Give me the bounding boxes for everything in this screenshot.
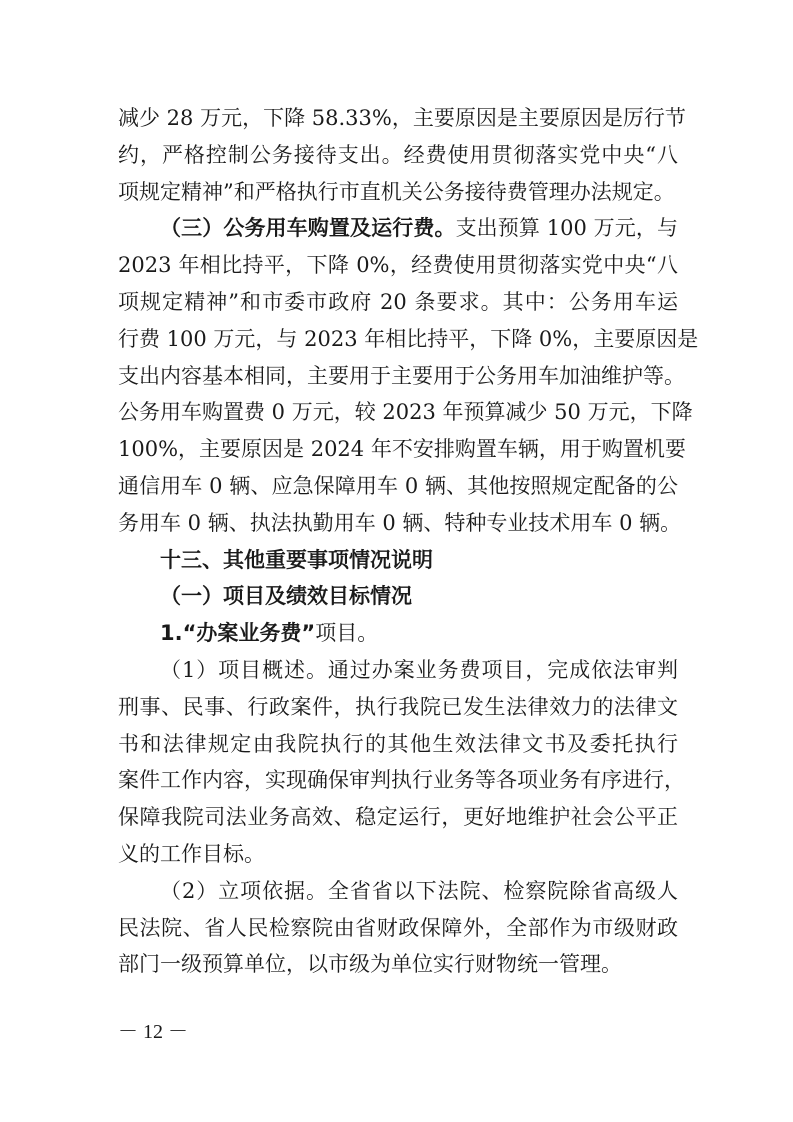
text-line xyxy=(118,615,678,652)
document-body xyxy=(118,100,699,983)
text-line xyxy=(118,210,678,247)
text-line: （1）项目概述。通过办案业务费项目，完成依法审判 xyxy=(160,657,678,682)
text-line: 书和法律规定由我院执行的其他生效法律文书及委托执行 xyxy=(118,731,678,756)
text-line: 100%，主要原因是 2024 年不安排购置车辆，用于购置机要 xyxy=(118,437,686,462)
subsection-heading: （一）项目及绩效目标情况 xyxy=(160,584,412,609)
item-heading: 1.“办案业务费” xyxy=(160,621,316,646)
text-line: 部门一级预算单位，以市级为单位实行财物统一管理。 xyxy=(118,952,622,977)
text-line: 行费 100 万元，与 2023 年相比持平，下降 0%，主要原因是 xyxy=(118,326,699,351)
text-line: 2023 年相比持平，下降 0%，经费使用贯彻落实党中央“八 xyxy=(118,253,678,278)
text-run: 支出预算 100 万元，与 xyxy=(455,216,678,241)
text-line: （2）立项依据。全省省以下法院、检察院除省高级人 xyxy=(160,878,678,903)
text-line: 案件工作内容，实现确保审判执行业务等各项业务有序进行， xyxy=(118,768,685,793)
text-line: 民法院、省人民检察院由省财政保障外，全部作为市级财政 xyxy=(118,915,678,940)
text-line: 项规定精神”和市委市政府 20 条要求。其中：公务用车运 xyxy=(118,289,678,314)
text-line: 义的工作目标。 xyxy=(118,841,265,866)
text-line: 务用车 0 辆、执法执勤用车 0 辆、特种专业技术用车 0 辆。 xyxy=(118,510,682,535)
text-line: 支出内容基本相同，主要用于主要用于公务用车加油维护等。 xyxy=(118,363,685,388)
subsection-heading: （三）公务用车购置及运行费。 xyxy=(160,216,456,241)
page-number: － 12 － xyxy=(118,1021,188,1043)
text-run: 项目。 xyxy=(315,621,379,646)
text-line: 约，严格控制公务接待支出。经费使用贯彻落实党中央“八 xyxy=(118,142,678,167)
section-heading: 十三、其他重要事项情况说明 xyxy=(160,547,433,572)
text-line: 公务用车购置费 0 万元，较 2023 年预算减少 50 万元，下降 xyxy=(118,400,693,425)
text-line: 保障我院司法业务高效、稳定运行，更好地维护社会公平正 xyxy=(118,805,678,830)
text-line: 通信用车 0 辆、应急保障用车 0 辆、其他按照规定配备的公 xyxy=(118,473,678,498)
text-line: 减少 28 万元，下降 58.33%，主要原因是主要原因是厉行节 xyxy=(118,106,686,130)
text-line: 项规定精神”和严格执行市直机关公务接待费管理办法规定。 xyxy=(118,179,675,204)
text-line: 刑事、民事、行政案件，执行我院已发生法律效力的法律文 xyxy=(118,694,678,719)
